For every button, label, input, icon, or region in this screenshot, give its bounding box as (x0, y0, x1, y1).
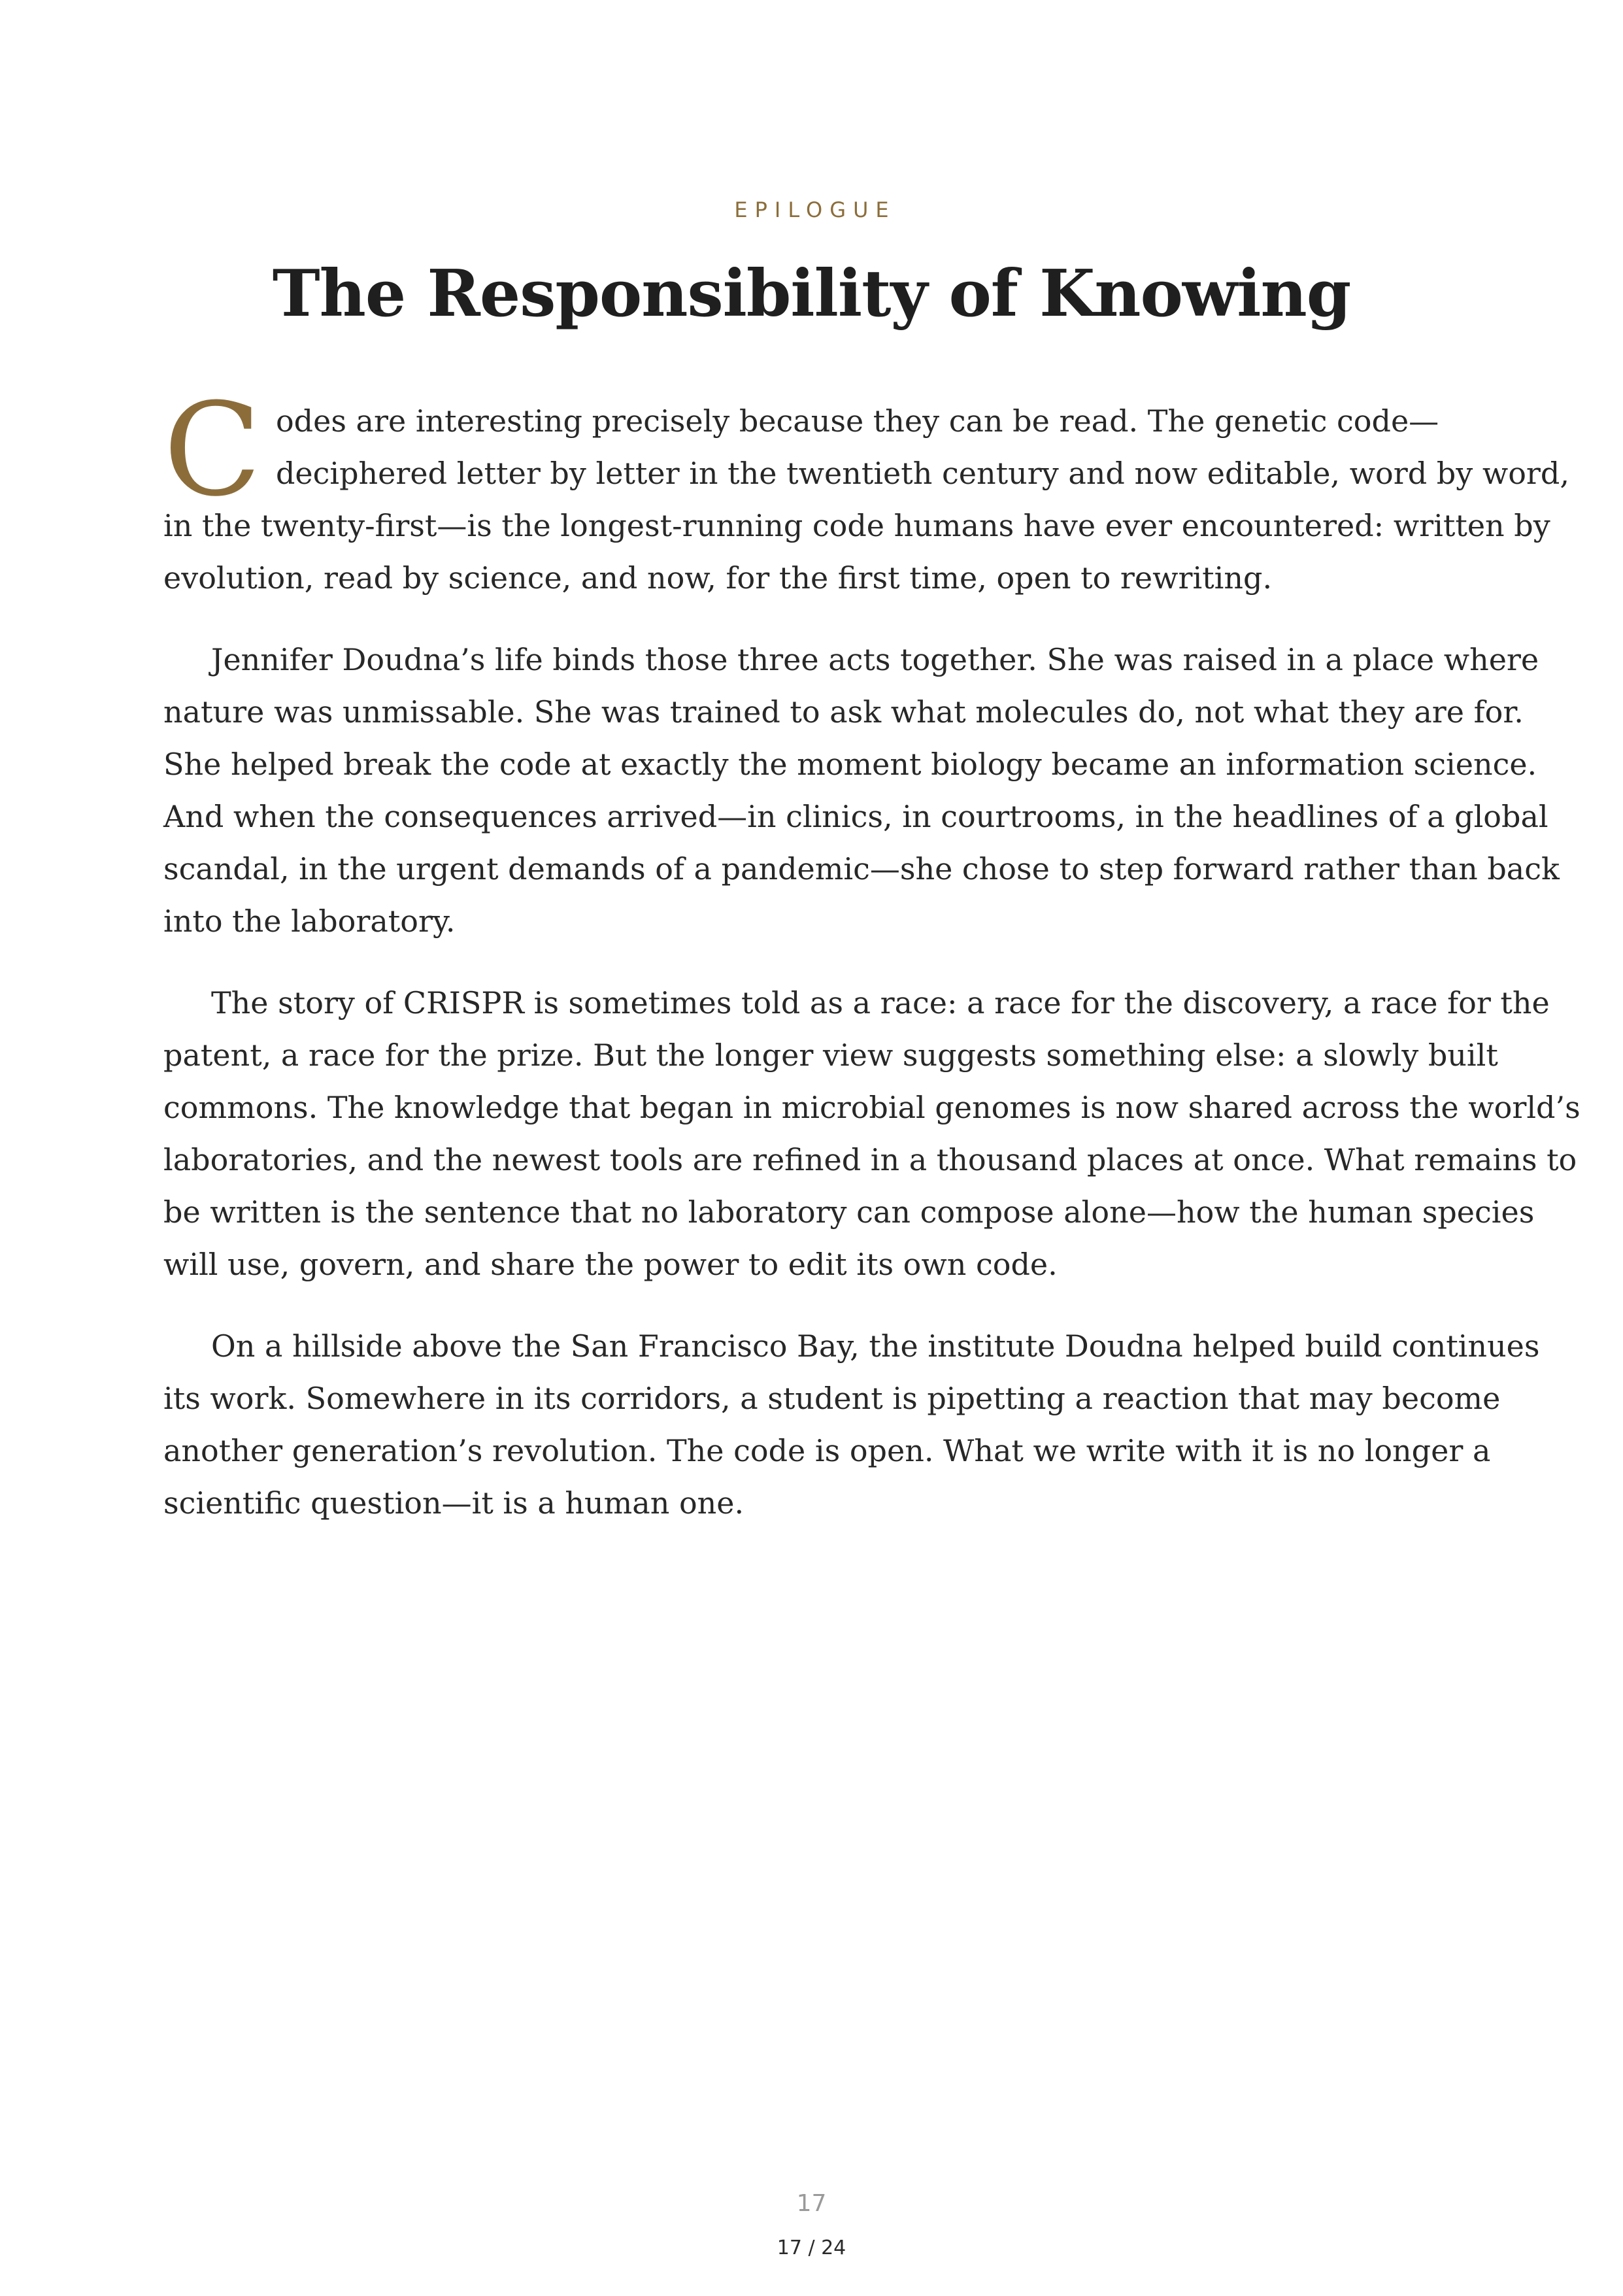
text-line: scandal, in the urgent demands of a pandemic—she chose to step forward rather than back (163, 851, 1560, 886)
text-line: evolution, read by science, and now, for the first time, open to rewriting. (163, 560, 1273, 596)
text-line: commons. The knowledge that began in microbial genomes is now shared across the world’s (163, 1090, 1581, 1125)
text-line: be written is the sentence that no laboratory can compose alone—how the human species (163, 1194, 1535, 1230)
paragraph-1 (163, 376, 1569, 604)
text-line: The story of CRISPR is sometimes told as a race: a race for the discovery, a race for the (211, 985, 1550, 1021)
text-line: will use, govern, and share the power to edit its own code. (163, 1247, 1058, 1282)
text-line: in the twenty-first—is the longest-running code humans have ever encountered: written by (163, 508, 1550, 543)
text-line: laboratories, and the newest tools are refined in a thousand places at once. What remains to (163, 1142, 1577, 1177)
body-text (163, 376, 1581, 1559)
text-line: another generation’s revolution. The code is open. What we write with it is no longer a (163, 1433, 1491, 1468)
paragraph-2 (163, 633, 1560, 947)
text-line: She helped break the code at exactly the moment biology became an information science. (163, 747, 1537, 782)
drop-cap: C (163, 376, 261, 525)
paragraph-4 (163, 1320, 1540, 1529)
text-line: into the laboratory. (163, 903, 456, 939)
page-indicator: 17 / 24 (777, 2237, 846, 2259)
text-line: Jennifer Doudna’s life binds those three acts together. She was raised in a place where (211, 642, 1539, 677)
paragraph-3 (163, 977, 1581, 1291)
text-line: its work. Somewhere in its corridors, a student is pipetting a reaction that may become (163, 1381, 1501, 1416)
text-line: patent, a race for the prize. But the longer view suggests something else: a slowly built (163, 1038, 1498, 1073)
section-label: EPILOGUE (734, 197, 896, 222)
page-number: 17 (796, 2190, 827, 2217)
text-line: scientific question—it is a human one. (163, 1485, 745, 1521)
chapter-title: The Responsibility of Knowing (272, 256, 1351, 331)
text-line: And when the consequences arrived—in clinics, in courtrooms, in the headlines of a global (163, 799, 1548, 834)
text-line: On a hillside above the San Francisco Bay, the institute Doudna helped build continues (211, 1328, 1540, 1364)
text-line: deciphered letter by letter in the twentieth century and now editable, word by word, (275, 456, 1569, 491)
text-line: nature was unmissable. She was trained to ask what molecules do, not what they are for. (163, 694, 1524, 730)
text-line: odes are interesting precisely because they can be read. The genetic code— (275, 403, 1439, 439)
